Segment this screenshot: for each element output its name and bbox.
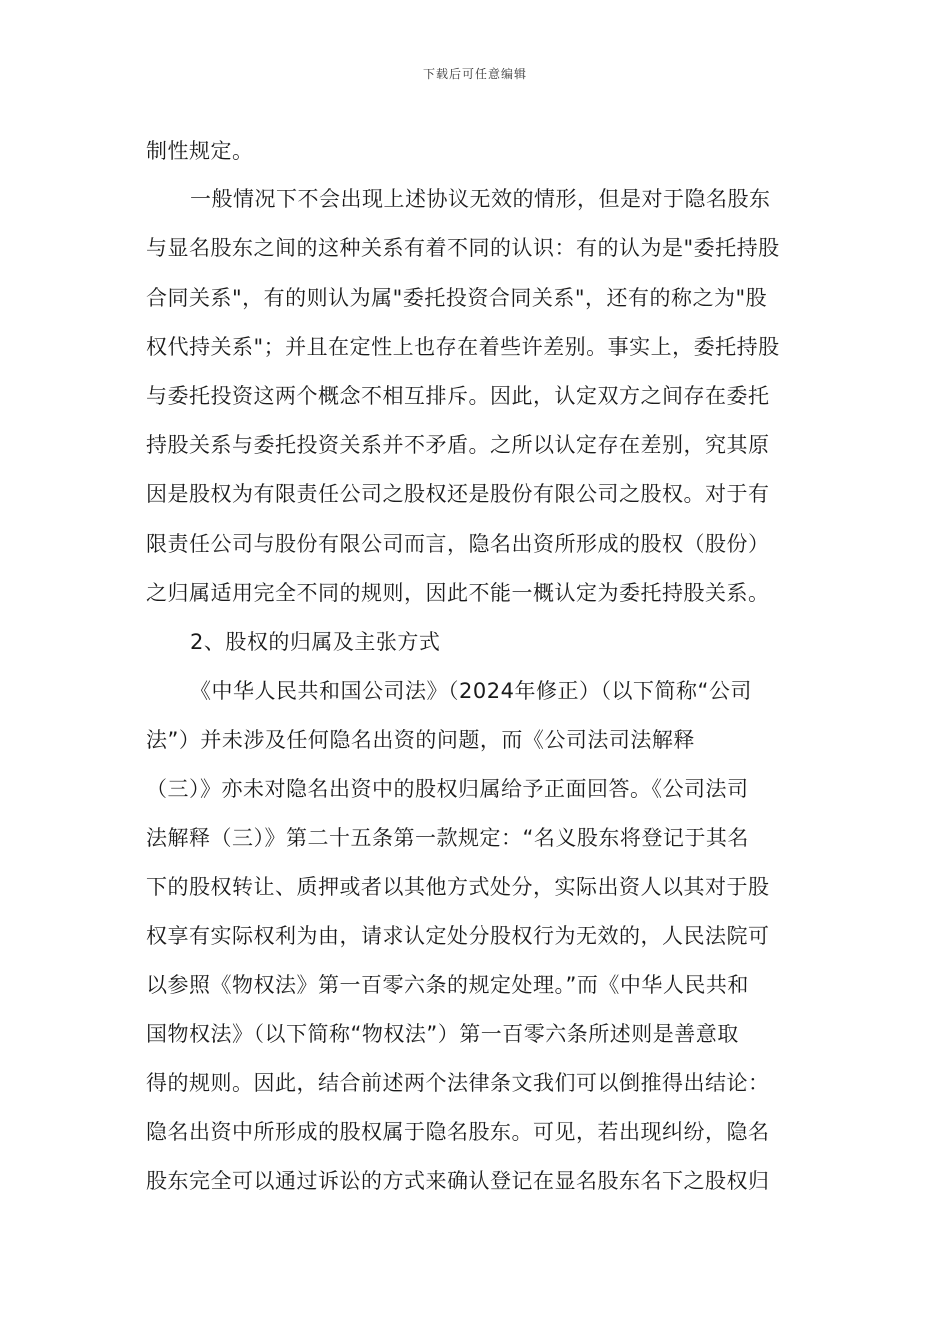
text-line: 之归属适用完全不同的规则，因此不能一概认定为委托持股关系。 bbox=[146, 581, 770, 605]
text-line: （三）》亦未对隐名出资中的股权归属给予正面回答。《公司法司 bbox=[146, 777, 749, 801]
text-line: 隐名出资中所形成的股权属于隐名股东。可见，若出现纠纷，隐名 bbox=[146, 1120, 770, 1144]
text-line: 制性规定。 bbox=[146, 139, 254, 163]
text-line: 与委托投资这两个概念不相互排斥。因此，认定双方之间存在委托 bbox=[146, 384, 770, 408]
text-line: 持股关系与委托投资关系并不矛盾。之所以认定存在差别，究其原 bbox=[146, 433, 770, 457]
text-line: 权代持关系"；并且在定性上也存在着些许差别。事实上，委托持股 bbox=[146, 335, 780, 359]
text-line: 得的规则。因此，结合前述两个法律条文我们可以倒推得出结论： bbox=[146, 1071, 770, 1095]
text-line: 股东完全可以通过诉讼的方式来确认登记在显名股东名下之股权归 bbox=[146, 1169, 770, 1193]
text-line: 一般情况下不会出现上述协议无效的情形，但是对于隐名股东 bbox=[190, 187, 771, 211]
text-line: 合同关系"，有的则认为属"委托投资合同关系"，还有的称之为"股 bbox=[146, 286, 768, 310]
text-line: 下的股权转让、质押或者以其他方式处分，实际出资人以其对于股 bbox=[146, 875, 770, 899]
text-line: 国物权法》（以下简称“物权法”）第一百零六条所述则是善意取 bbox=[146, 1022, 739, 1046]
text-line: 《中华人民共和国公司法》（2024年修正）（以下简称“公司 bbox=[190, 679, 752, 703]
section-heading: 2、股权的归属及主张方式 bbox=[190, 630, 441, 654]
page-header: 下载后可任意编辑 bbox=[422, 67, 527, 81]
text-line: 权享有实际权利为由，请求认定处分股权行为无效的，人民法院可 bbox=[146, 924, 770, 948]
text-line: 以参照《物权法》第一百零六条的规定处理。”而《中华人民共和 bbox=[146, 973, 749, 997]
text-line: 与显名股东之间的这种关系有着不同的认识：有的认为是"委托持股 bbox=[146, 236, 780, 260]
text-line: 因是股权为有限责任公司之股权还是股份有限公司之股权。对于有 bbox=[146, 482, 770, 506]
text-line: 限责任公司与股份有限公司而言，隐名出资所形成的股权（股份） bbox=[146, 532, 770, 556]
text-line: 法解释（三）》第二十五条第一款规定：“名义股东将登记于其名 bbox=[146, 826, 749, 850]
text-line: 法”）并未涉及任何隐名出资的问题，而《公司法司法解释 bbox=[146, 728, 695, 752]
